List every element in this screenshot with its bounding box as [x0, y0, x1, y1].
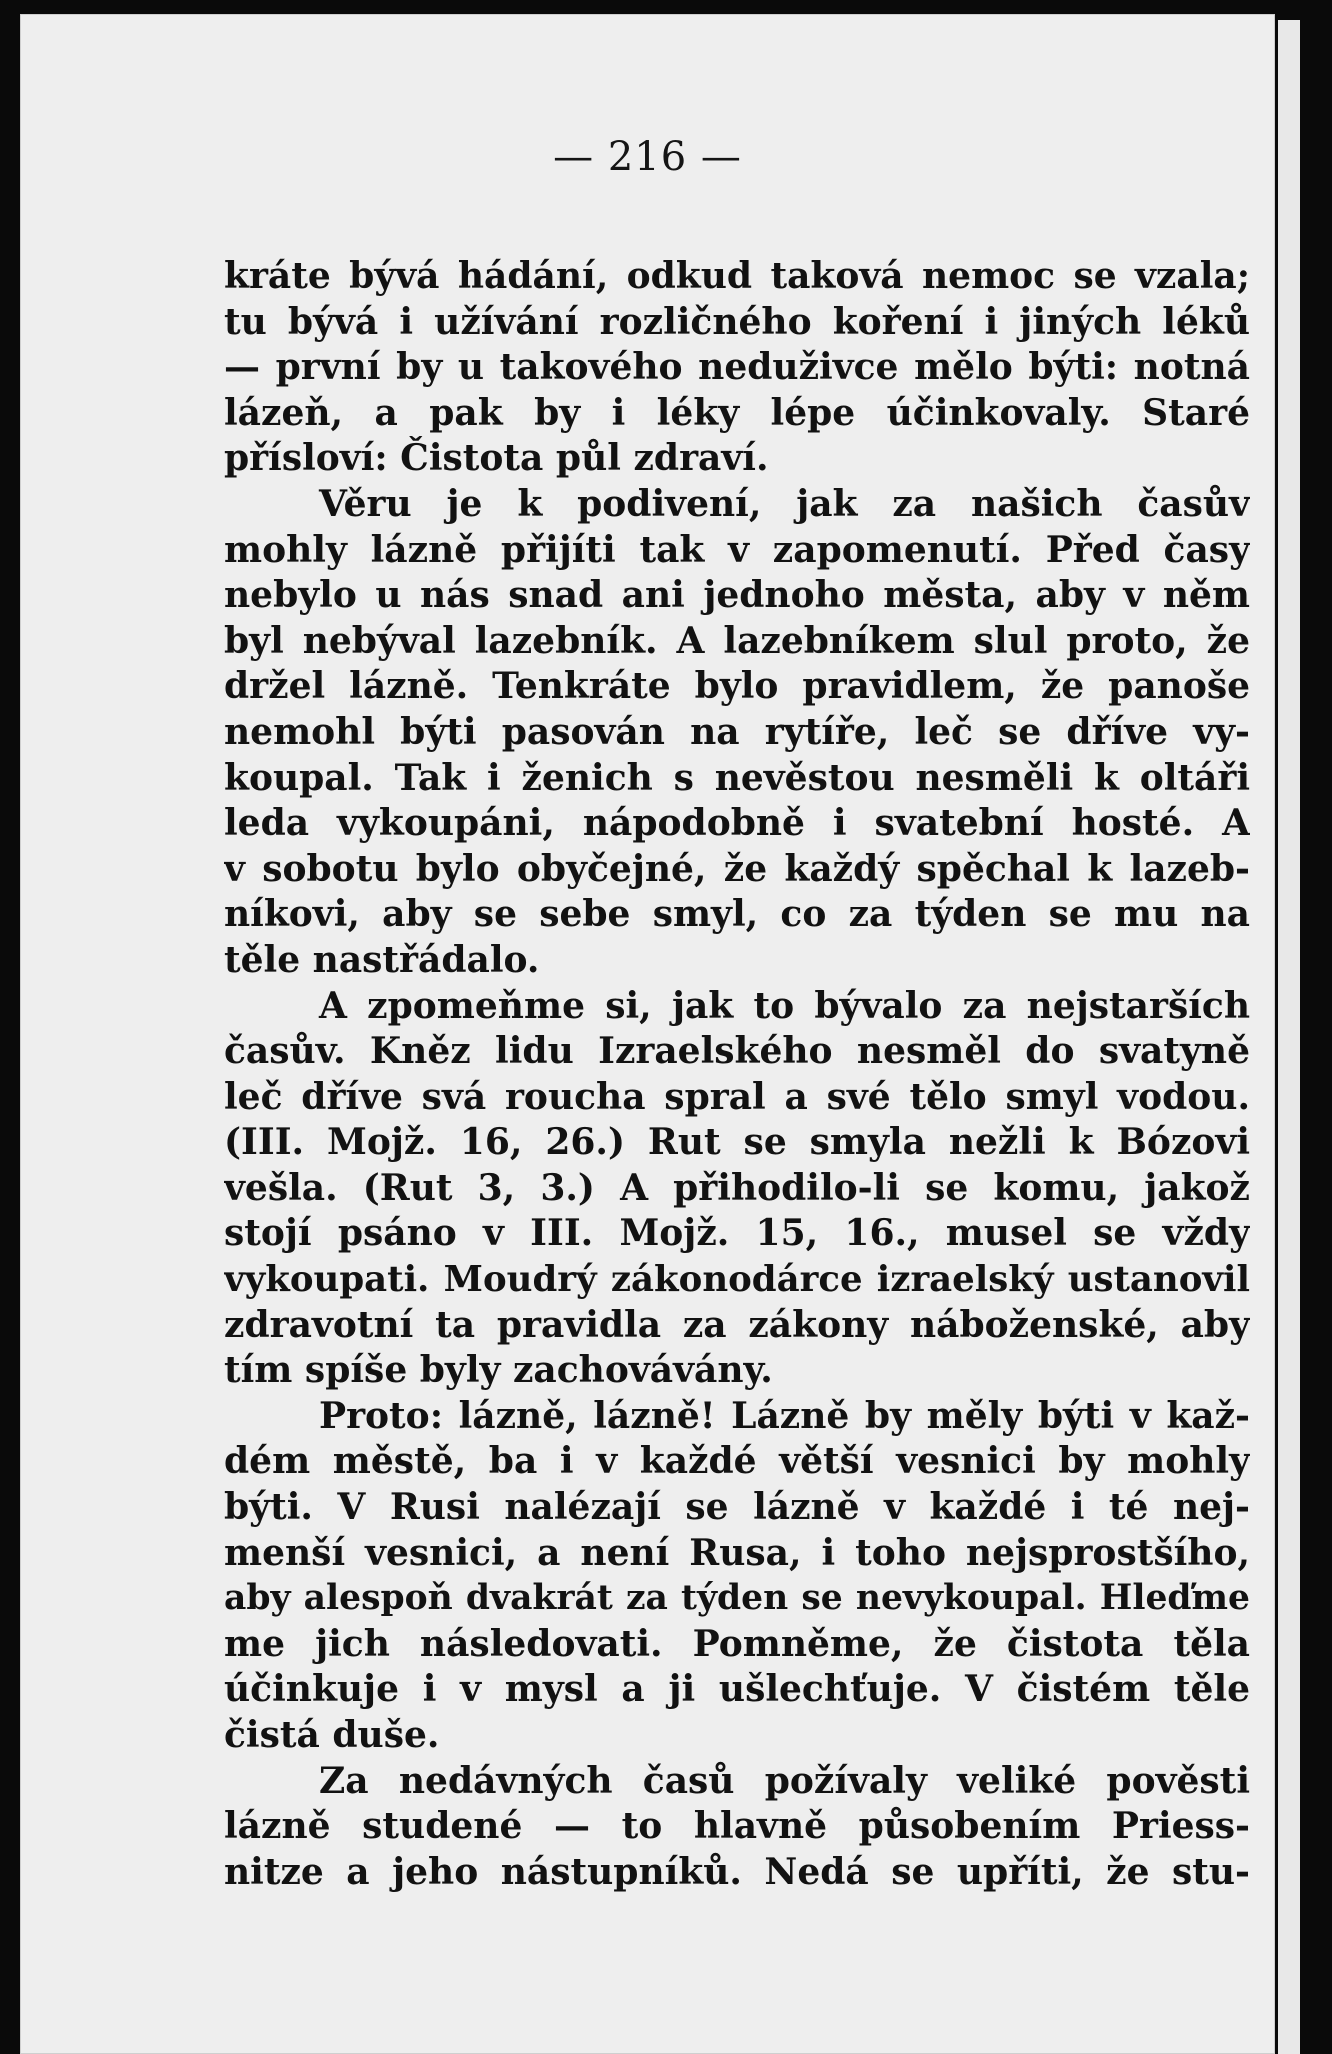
text-line: (III. Mojž. 16, 26.) Rut se smyla nežli k Bózovi: [224, 1121, 1250, 1164]
text-line: A zpomeňme si, jak to bývalo za nejstarších: [319, 984, 1250, 1027]
text-line: tím spíše byly zachovávány.: [224, 1349, 773, 1392]
text-line: těle nastřádalo.: [224, 938, 540, 981]
text-line: vešla. (Rut 3, 3.) A přihodilo-li se komu, jakož: [224, 1166, 1250, 1209]
text-line: Za nedávných časů požívaly veliké pověsti: [319, 1759, 1250, 1802]
text-line: níkovi, aby se sebe smyl, co za týden se mu na: [224, 893, 1250, 936]
body-text: [224, 254, 1250, 1895]
text-line: me jich následovati. Pomněme, že čistota těla: [224, 1622, 1250, 1665]
text-line: účinkuje i v mysl a ji ušlechťuje. V čistém těle: [224, 1668, 1250, 1711]
text-line: držel lázně. Tenkráte bylo pravidlem, že panoše: [224, 665, 1250, 708]
adjacent-page-edge: [1278, 20, 1300, 2054]
text-line: býti. V Rusi nalézají se lázně v každé i té nej-: [224, 1486, 1250, 1529]
text-line: lázně studené — to hlavně působením Priess-: [224, 1805, 1250, 1848]
page-number-header: — 216 —: [553, 134, 742, 180]
text-line: byl nebýval lazebník. A lazebníkem slul proto, že: [224, 619, 1250, 662]
text-line: v sobotu bylo obyčejné, že každý spěchal k lazeb-: [224, 847, 1250, 890]
text-line: — první by u takového neduživce mělo býti: notná: [224, 346, 1250, 389]
text-line: přísloví: Čistota půl zdraví.: [224, 437, 769, 480]
text-line: mohly lázně přijíti tak v zapomenutí. Před časy: [224, 528, 1250, 571]
text-line: aby alespoň dvakrát za týden se nevykoupal. Hleďme: [224, 1578, 1250, 1619]
text-line: lázeň, a pak by i léky lépe účinkovaly. Staré: [224, 391, 1250, 434]
text-line: stojí psáno v III. Mojž. 15, 16., musel se vždy: [224, 1212, 1250, 1255]
text-line: tu bývá i užívání rozličného koření i jiných léků: [224, 300, 1250, 343]
text-line: koupal. Tak i ženich s nevěstou nesměli k oltáři: [224, 756, 1250, 799]
text-line: časův. Kněz lidu Izraelského nesměl do svatyně: [224, 1030, 1250, 1073]
text-line: Věru je k podivení, jak za našich časův: [319, 482, 1250, 525]
text-line: dém městě, ba i v každé větší vesnici by mohly: [224, 1440, 1250, 1483]
text-line: leda vykoupáni, nápodobně i svatební hosté. A: [224, 802, 1250, 845]
book-page: [20, 14, 1275, 2054]
text-line: nebylo u nás snad ani jednoho města, aby v něm: [224, 574, 1250, 617]
text-line: vykoupati. Moudrý zákonodárce izraelský ustanovil: [224, 1259, 1250, 1301]
text-line: nitze a jeho nástupníků. Nedá se upříti, že stu-: [224, 1850, 1250, 1893]
text-line: čistá duše.: [224, 1714, 440, 1756]
text-line: kráte bývá hádání, odkud taková nemoc se vzala;: [224, 255, 1250, 297]
text-line: zdravotní ta pravidla za zákony náboženské, aby: [224, 1303, 1250, 1346]
text-line: nemohl býti pasován na rytíře, leč se dříve vy-: [224, 710, 1250, 753]
text-line: Proto: lázně, lázně! Lázně by měly býti v kaž-: [319, 1394, 1250, 1437]
text-line: menší vesnici, a není Rusa, i toho nejsprostšího,: [224, 1531, 1250, 1574]
text-line: leč dříve svá roucha spral a své tělo smyl vodou.: [224, 1075, 1250, 1118]
